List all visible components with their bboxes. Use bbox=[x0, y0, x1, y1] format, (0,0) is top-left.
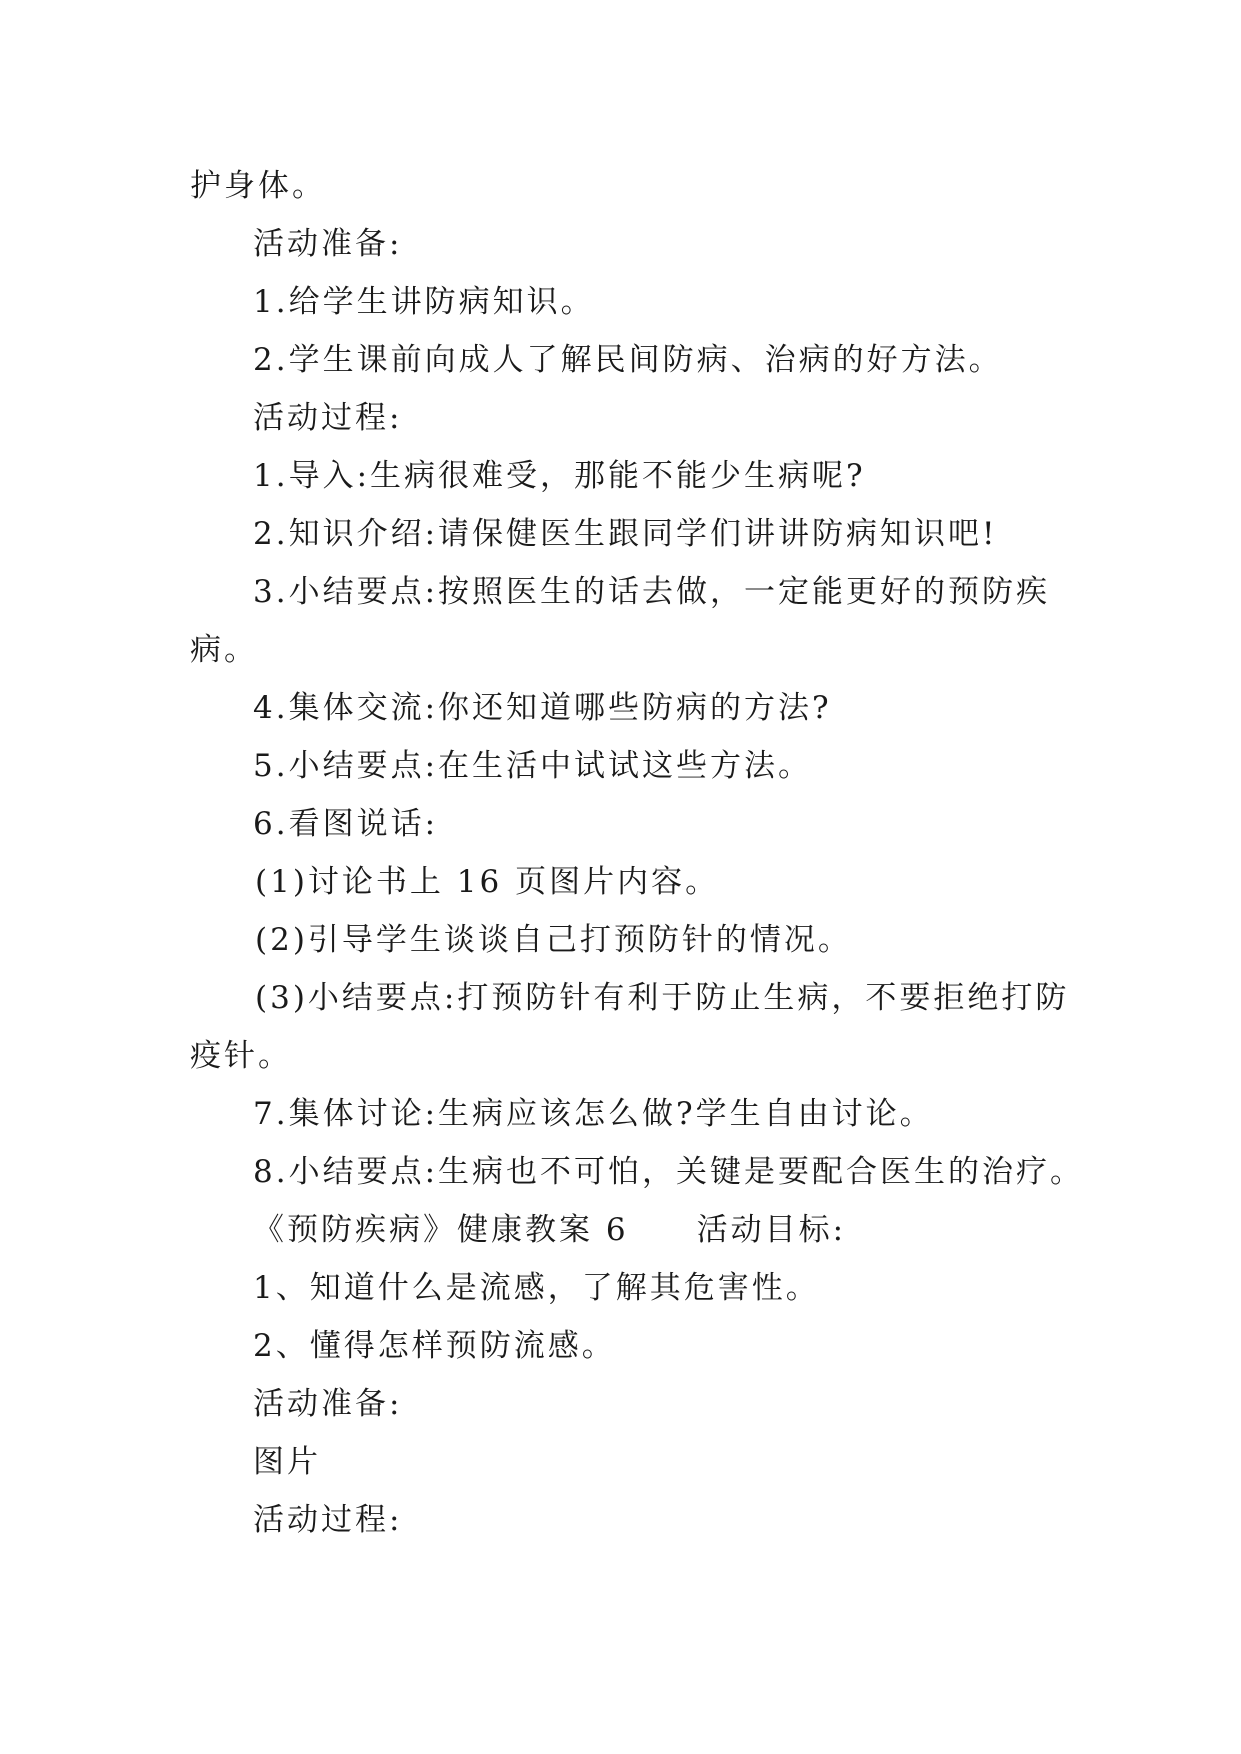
section-heading: 活动准备: bbox=[253, 226, 403, 262]
list-item: 3.小结要点:按照医生的话去做，一定能更好的预防疾 bbox=[253, 574, 1051, 610]
paragraph-line: 疫针。 bbox=[190, 1038, 292, 1074]
list-item: 6.看图说话: bbox=[253, 806, 439, 842]
section-heading: 活动过程: bbox=[253, 400, 403, 436]
list-item: 1.导入:生病很难受，那能不能少生病呢? bbox=[253, 458, 866, 494]
paragraph-line: 病。 bbox=[190, 632, 258, 668]
list-item: 1.给学生讲防病知识。 bbox=[253, 284, 595, 320]
section-title: 《预防疾病》健康教案 6 活动目标: bbox=[253, 1212, 847, 1248]
sub-list-item: (2)引导学生谈谈自己打预防针的情况。 bbox=[255, 922, 852, 958]
section-heading: 活动过程: bbox=[253, 1502, 403, 1538]
list-item: 2、懂得怎样预防流感。 bbox=[253, 1328, 616, 1364]
list-item: 2.学生课前向成人了解民间防病、治病的好方法。 bbox=[253, 342, 1003, 378]
list-item: 2.知识介绍:请保健医生跟同学们讲讲防病知识吧! bbox=[253, 516, 998, 552]
sub-list-item: (1)讨论书上 16 页图片内容。 bbox=[255, 864, 720, 900]
list-item: 1、知道什么是流感，了解其危害性。 bbox=[253, 1270, 820, 1306]
paragraph-line: 护身体。 bbox=[190, 168, 326, 204]
section-heading: 活动准备: bbox=[253, 1386, 403, 1422]
list-item: 4.集体交流:你还知道哪些防病的方法? bbox=[253, 690, 832, 726]
list-item: 5.小结要点:在生活中试试这些方法。 bbox=[253, 748, 813, 784]
list-item: 8.小结要点:生病也不可怕，关键是要配合医生的治疗。 bbox=[253, 1154, 1085, 1190]
list-item: 7.集体讨论:生病应该怎么做?学生自由讨论。 bbox=[253, 1096, 934, 1132]
sub-list-item: (3)小结要点:打预防针有利于防止生病，不要拒绝打防 bbox=[255, 980, 1070, 1016]
paragraph-line: 图片 bbox=[253, 1444, 321, 1480]
